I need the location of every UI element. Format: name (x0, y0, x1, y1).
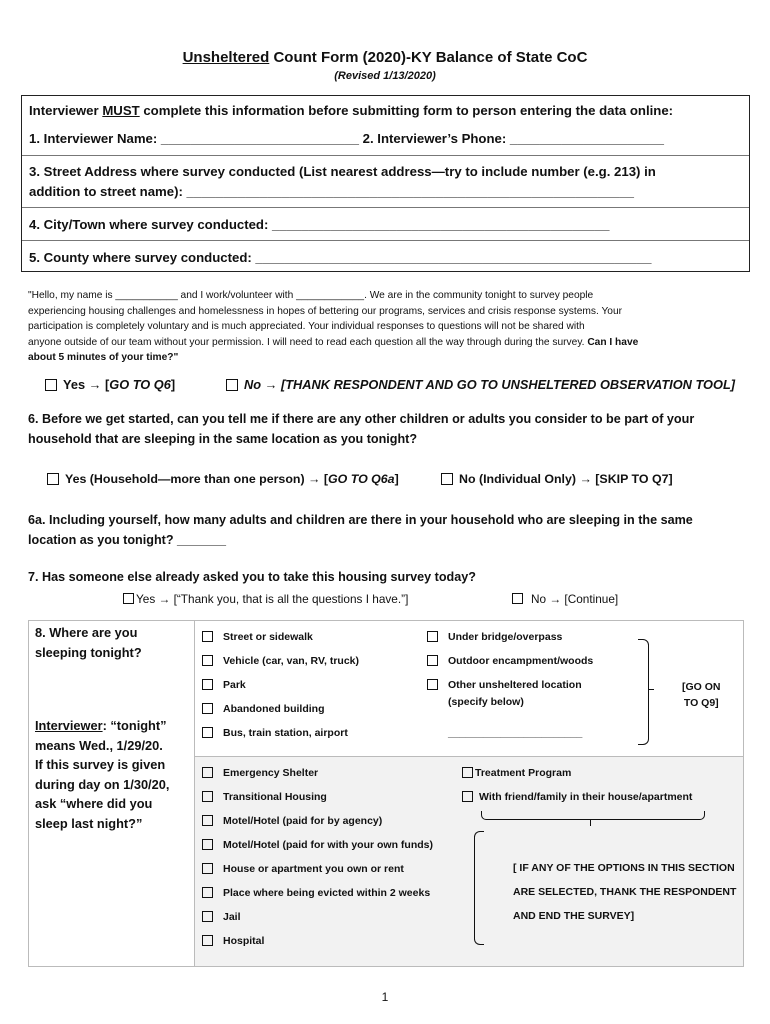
location-label: House or apartment you own or rent (223, 863, 404, 875)
specify-field[interactable]: _______________________ (448, 727, 583, 739)
q8-question-line: 8. Where are you (35, 625, 138, 640)
location-option[interactable] (427, 679, 582, 691)
location-label: Street or sidewalk (223, 631, 313, 643)
checkbox[interactable] (427, 679, 438, 690)
checkbox[interactable] (202, 631, 213, 642)
location-option[interactable] (202, 839, 433, 851)
consent-no-option[interactable] (226, 377, 735, 392)
q6a-line: 6a. Including yourself, how many adults and children are there in your household who are sleeping in the same (28, 513, 693, 527)
checkbox[interactable] (123, 593, 134, 604)
checkbox[interactable] (427, 631, 438, 642)
checkbox[interactable] (202, 655, 213, 666)
location-label: Transitional Housing (223, 791, 327, 803)
location-label: Treatment Program (475, 767, 572, 779)
q8-note-line: means Wed., 1/29/20. (35, 737, 163, 753)
location-label: Motel/Hotel (paid for with your own funds) (223, 839, 433, 851)
city-town-field[interactable]: 4. City/Town where survey conducted: ______________________________________________ (29, 217, 610, 232)
q6-yes-goto: GO TO Q6a (328, 472, 395, 486)
location-option[interactable] (202, 703, 324, 715)
q8-sheltered-section (195, 757, 743, 966)
interviewer-info-box (21, 95, 750, 272)
checkbox[interactable] (47, 473, 59, 485)
bracket-tick (590, 819, 591, 826)
checkbox[interactable] (202, 791, 213, 802)
checkbox[interactable] (202, 703, 213, 714)
q7-no-option[interactable] (512, 592, 618, 606)
q6-no-label: No (Individual Only) → [SKIP TO Q7] (459, 472, 673, 486)
interviewer-name-phone-field[interactable]: 1. Interviewer Name: ___________________________ 2. Interviewer’s Phone: _____________________ (29, 131, 664, 146)
checkbox[interactable] (202, 767, 213, 778)
q6-line: household that are sleeping in the same location as you tonight? (28, 431, 418, 446)
intro-line-bold: Can I have (584, 336, 639, 348)
instruction-post: complete this information before submitting form to person entering the data online: (139, 103, 674, 118)
location-option[interactable] (202, 863, 404, 875)
location-label: Park (223, 679, 246, 691)
title-rest: Count Form (2020)-KY Balance of State CoC (269, 49, 588, 66)
intro-line-text: anyone outside of our team without your permission. I will need to read each question all the way through during the survey. (28, 336, 585, 348)
intro-line: participation is completely voluntary and is much appreciated. Your individual responses to questions will not be shared with (28, 321, 585, 333)
location-option[interactable] (202, 727, 348, 739)
checkbox[interactable] (441, 473, 453, 485)
location-option[interactable] (427, 655, 593, 667)
bracket (481, 811, 705, 820)
q6-line: 6. Before we get started, can you tell me if there are any other children or adults you consider to be part of your (28, 412, 695, 426)
q8-table (28, 620, 744, 967)
page-number: 1 (381, 990, 389, 1004)
consent-yes-label: Yes → [ (63, 377, 110, 392)
street-address-field[interactable]: addition to street name): _____________________________________________________________ (29, 184, 634, 199)
location-label: Other unsheltered location (448, 679, 582, 691)
divider (22, 207, 749, 208)
instruction-pre: Interviewer (29, 103, 103, 118)
location-option[interactable] (202, 655, 359, 667)
divider (22, 240, 749, 241)
county-field[interactable]: 5. County where survey conducted: ______________________________________________________ (29, 250, 652, 265)
checkbox[interactable] (202, 839, 213, 850)
location-option[interactable] (202, 911, 241, 923)
q6-no-option[interactable] (441, 472, 673, 486)
intro-line-bold: about 5 minutes of your time?" (28, 352, 179, 364)
location-label: Bus, train station, airport (223, 727, 348, 739)
location-option[interactable] (202, 631, 313, 643)
goto-q9-note (682, 679, 721, 711)
form-title (0, 49, 770, 66)
q6-yes-option[interactable] (47, 472, 399, 486)
location-label: Under bridge/overpass (448, 631, 563, 643)
q8-interviewer-note (35, 716, 169, 833)
q8-note-line: If this survey is given (35, 757, 166, 772)
q8-note-line: sleep last night?” (35, 815, 143, 831)
end-note-line: [ IF ANY OF THE OPTIONS IN THIS SECTION (513, 862, 735, 874)
end-note-line: AND END THE SURVEY] (513, 910, 635, 922)
checkbox[interactable] (512, 593, 523, 604)
divider (22, 155, 749, 156)
q7-question: 7. Has someone else already asked you to take this housing survey today? (28, 570, 476, 584)
q6a-line[interactable]: location as you tonight? _______ (28, 532, 227, 547)
goto-q9-line: [GO ON (682, 681, 721, 693)
location-option[interactable] (462, 767, 571, 779)
consent-no-label: No → [THANK RESPONDENT AND GO TO UNSHELTERED OBSERVATION TOOL] (244, 377, 736, 392)
consent-yes-goto: GO TO Q6 (109, 377, 171, 392)
location-option[interactable] (462, 791, 692, 803)
checkbox[interactable] (202, 815, 213, 826)
bracket (474, 831, 484, 945)
instruction-must: MUST (102, 103, 140, 118)
q8-question-line: sleeping tonight? (35, 644, 142, 660)
checkbox[interactable] (202, 863, 213, 874)
q7-yes-option[interactable] (123, 592, 408, 606)
goto-q9-line: TO Q9] (683, 697, 719, 709)
consent-yes-end: ] (170, 377, 176, 392)
specify-label: (specify below) (448, 696, 524, 708)
q8-note-line: during day on 1/30/20, (35, 776, 170, 792)
q8-note-interviewer: Interviewer (35, 718, 103, 733)
checkbox[interactable] (226, 379, 238, 391)
checkbox[interactable] (202, 935, 213, 946)
location-label: Motel/Hotel (paid for by agency) (223, 815, 383, 827)
intro-line: experiencing housing challenges and homelessness in hopes of bettering our programs, services and crisis response systems. Your (28, 305, 623, 317)
end-survey-note (513, 856, 736, 928)
checkbox[interactable] (45, 379, 57, 391)
checkbox[interactable] (427, 655, 438, 666)
checkbox[interactable] (202, 887, 213, 898)
q7-yes-label: Yes → [“Thank you, that is all the questions I have.”] (136, 592, 409, 606)
location-label: Emergency Shelter (223, 767, 319, 779)
end-note-line: ARE SELECTED, THANK THE RESPONDENT (513, 886, 737, 898)
intro-script (28, 288, 738, 366)
checkbox[interactable] (462, 791, 473, 802)
bracket-tick (648, 689, 654, 690)
interviewer-instruction (29, 103, 673, 118)
location-option[interactable] (202, 679, 246, 691)
location-label: Abandoned building (223, 703, 325, 715)
bracket (638, 639, 649, 745)
q8-unsheltered-section (195, 621, 743, 757)
intro-line: "Hello, my name is ___________ and I work/volunteer with ____________. We are in the community tonight to survey people (28, 290, 594, 301)
q6a-question (28, 511, 748, 550)
location-label: Outdoor encampment/woods (448, 655, 594, 667)
location-option[interactable] (202, 935, 264, 947)
location-label: Hospital (223, 935, 265, 947)
q6-yes-label: Yes (Household—more than one person) → [ (65, 472, 328, 486)
consent-yes-option[interactable] (45, 377, 175, 392)
checkbox[interactable] (202, 911, 213, 922)
location-option[interactable] (202, 815, 382, 827)
checkbox[interactable] (202, 727, 213, 738)
q8-note-line: ask “where did you (35, 796, 153, 811)
title-underlined: Unsheltered (182, 49, 270, 66)
street-address-label: 3. Street Address where survey conducted (List nearest address—try to include number (e.g. 213) in (29, 164, 656, 179)
location-label: Jail (223, 911, 241, 923)
q6-yes-end: ] (394, 472, 399, 486)
q6-question (28, 410, 748, 449)
location-option[interactable] (202, 791, 327, 803)
location-option[interactable] (202, 767, 318, 779)
q8-question (35, 623, 142, 662)
q8-note-text: : “tonight” (102, 718, 167, 733)
location-label: Place where being evicted within 2 weeks (223, 887, 431, 899)
q8-note-line (35, 716, 169, 736)
location-option[interactable] (427, 631, 562, 643)
checkbox[interactable] (462, 767, 473, 778)
location-label: Vehicle (car, van, RV, truck) (223, 655, 359, 667)
checkbox[interactable] (202, 679, 213, 690)
q8-question-cell (29, 621, 195, 966)
intro-line (28, 335, 738, 351)
location-option[interactable] (202, 887, 430, 899)
form-subtitle: (Revised 1/13/2020) (334, 70, 436, 82)
location-label: With friend/family in their house/apartment (479, 791, 693, 803)
q7-no-label: No → [Continue] (531, 592, 619, 606)
